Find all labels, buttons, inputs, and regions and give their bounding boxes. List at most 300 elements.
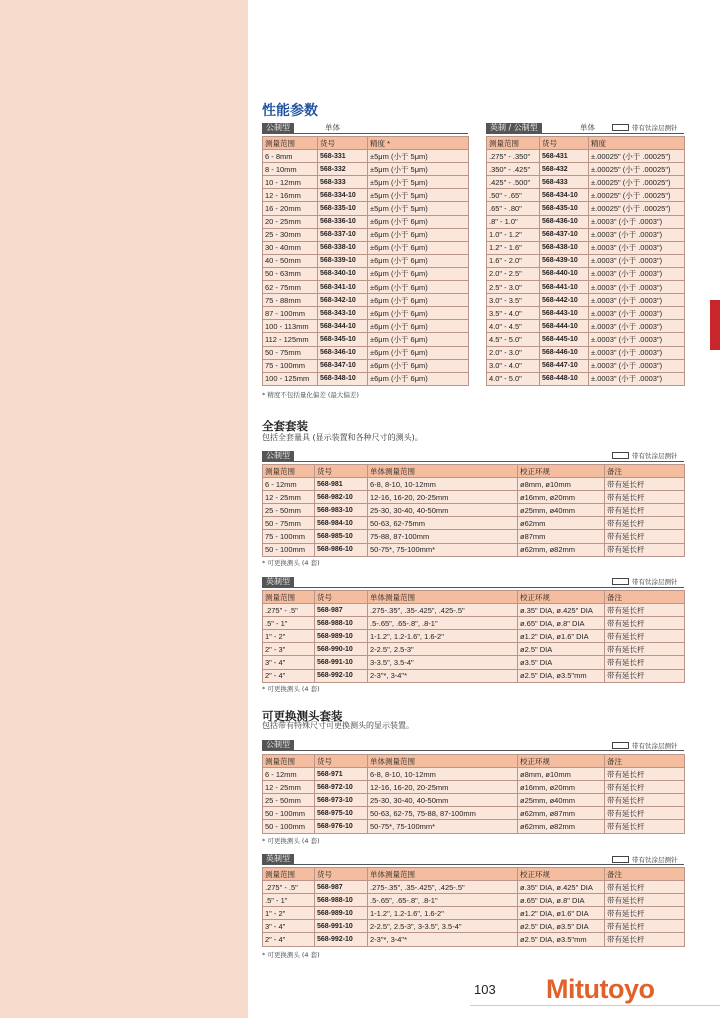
table-cell: 568-448-10	[540, 372, 589, 385]
table-cell: ±6μm (小于 6μm)	[368, 333, 469, 346]
tag-underline	[262, 133, 468, 134]
full-metric-table	[262, 464, 685, 557]
table-cell: 568-337-10	[318, 228, 368, 241]
table-cell: ø8mm, ø10mm	[518, 768, 605, 781]
table-row	[263, 294, 469, 307]
table-cell: ø16mm, ø20mm	[518, 781, 605, 794]
table-header-row	[263, 591, 685, 604]
table-cell: .275" - .5"	[263, 881, 315, 894]
table-cell: ±5μm (小于 5μm)	[368, 176, 469, 189]
column-header: 测量范围	[263, 591, 315, 604]
table-cell: 568-990-10	[315, 643, 368, 656]
table-row	[487, 281, 685, 294]
table-cell: .275-.35", .35-.425", .425-.5"	[368, 881, 518, 894]
table-cell: 568-344-10	[318, 320, 368, 333]
table-cell: ±.0003" (小于 .0003")	[589, 267, 685, 280]
table-row	[263, 669, 685, 682]
full-inch-table	[262, 590, 685, 683]
table-row	[487, 176, 685, 189]
table-cell: 2" - 4"	[263, 933, 315, 946]
table-cell: 带有延长杆	[605, 781, 685, 794]
table-cell: ø2.5" DIA, ø3.5"mm	[518, 669, 605, 682]
table-cell: 568-343-10	[318, 307, 368, 320]
table-cell: .425" - .500"	[487, 176, 540, 189]
table-cell: 50-75*, 75-100mm*	[368, 543, 518, 556]
table-cell: 2" - 3"	[263, 643, 315, 656]
table-cell: ±6μm (小于 6μm)	[368, 294, 469, 307]
table-cell: 568-444-10	[540, 320, 589, 333]
table-cell: 568-983-10	[315, 504, 368, 517]
full-inch-note: * 可更换测头 (4 套)	[262, 685, 320, 693]
table-header-row	[487, 137, 685, 150]
table-cell: 6 - 8mm	[263, 150, 318, 163]
table-cell: 50-75*, 75-100mm*	[368, 820, 518, 833]
table-cell: ø1.2" DIA, ø1.6" DIA	[518, 907, 605, 920]
table-cell: 75 - 88mm	[263, 294, 318, 307]
inch-single-label: 单体	[580, 123, 595, 132]
table-cell: ±.0003" (小于 .0003")	[589, 372, 685, 385]
table-row	[487, 163, 685, 176]
table-cell: ø.35" DIA, ø.425" DIA	[518, 881, 605, 894]
table-cell: ø8mm, ø10mm	[518, 478, 605, 491]
table-cell: 568-340-10	[318, 267, 368, 280]
table-row	[263, 656, 685, 669]
table-row	[487, 333, 685, 346]
tag-underline	[262, 587, 684, 588]
table-cell: ±.00025" (小于 .00025")	[589, 176, 685, 189]
table-cell: 2" - 4"	[263, 669, 315, 682]
table-cell: ±6μm (小于 6μm)	[368, 320, 469, 333]
table-cell: ø.65" DIA, ø.8" DIA	[518, 617, 605, 630]
table-cell: 568-992-10	[315, 933, 368, 946]
table-row	[263, 333, 469, 346]
table-cell: 带有延长杆	[605, 504, 685, 517]
spec-title: 性能参数	[262, 103, 318, 119]
table-cell: ø1.2" DIA, ø1.6" DIA	[518, 630, 605, 643]
coating-legend	[612, 577, 678, 586]
table-cell: 568-348-10	[318, 372, 368, 385]
table-cell: 568-987	[315, 881, 368, 894]
table-cell: ±.0003" (小于 .0003")	[589, 281, 685, 294]
coating-legend	[612, 855, 678, 864]
coating-legend	[612, 123, 678, 132]
table-cell: 40 - 50mm	[263, 254, 318, 267]
int-metric-table	[262, 754, 685, 834]
table-cell: 带有延长杆	[605, 768, 685, 781]
table-cell: 568-991-10	[315, 656, 368, 669]
table-row	[487, 228, 685, 241]
table-cell: 50 - 63mm	[263, 267, 318, 280]
table-cell: 12 - 25mm	[263, 781, 315, 794]
table-cell: 568-432	[540, 163, 589, 176]
column-header: 备注	[605, 868, 685, 881]
table-cell: 100 - 125mm	[263, 372, 318, 385]
table-cell: 2-2.5", 2.5-3", 3-3.5", 3.5-4"	[368, 920, 518, 933]
column-header: 货号	[315, 868, 368, 881]
table-cell: 6 - 12mm	[263, 478, 315, 491]
table-cell: ø.65" DIA, ø.8" DIA	[518, 894, 605, 907]
table-row	[263, 604, 685, 617]
table-row	[263, 281, 469, 294]
table-cell: 25 - 50mm	[263, 504, 315, 517]
spec-note: * 精度不包括量化偏差 (最大偏差)	[262, 391, 359, 399]
table-cell: ±6μm (小于 6μm)	[368, 307, 469, 320]
table-cell: 568-989-10	[315, 907, 368, 920]
interchangeable-desc: 包括带有特殊尺寸可更换测头的显示装置。	[262, 721, 414, 730]
column-header: 货号	[315, 755, 368, 768]
table-cell: ±6μm (小于 6μm)	[368, 346, 469, 359]
table-cell: 568-435-10	[540, 202, 589, 215]
table-row	[263, 933, 685, 946]
column-header: 校正环规	[518, 755, 605, 768]
table-cell: ø2.5" DIA, ø3.5" DIA	[518, 920, 605, 933]
table-cell: 带有延长杆	[605, 920, 685, 933]
table-cell: ±.00025" (小于 .00025")	[589, 202, 685, 215]
full-set-title: 全套套装	[262, 419, 308, 433]
table-row	[487, 294, 685, 307]
table-cell: ±6μm (小于 6μm)	[368, 281, 469, 294]
table-row	[263, 491, 685, 504]
section-tab-marker	[710, 300, 720, 350]
table-row	[487, 359, 685, 372]
table-cell: ±6μm (小于 6μm)	[368, 215, 469, 228]
table-cell: 带有延长杆	[605, 656, 685, 669]
column-header: 校正环规	[518, 591, 605, 604]
table-cell: 50 - 75mm	[263, 517, 315, 530]
table-cell: ±5μm (小于 5μm)	[368, 150, 469, 163]
int-inch-tag: 英制型	[262, 854, 294, 864]
table-row	[263, 189, 469, 202]
table-cell: .275" - .5"	[263, 604, 315, 617]
table-cell: ±.0003" (小于 .0003")	[589, 307, 685, 320]
table-cell: ø2.5" DIA	[518, 643, 605, 656]
table-row	[263, 346, 469, 359]
table-cell: ø2.5" DIA, ø3.5"mm	[518, 933, 605, 946]
table-row	[487, 241, 685, 254]
table-row	[263, 478, 685, 491]
table-cell: 12-16, 16-20, 20-25mm	[368, 781, 518, 794]
table-cell: .275" - .350"	[487, 150, 540, 163]
tag-underline	[262, 750, 684, 751]
table-row	[263, 517, 685, 530]
table-cell: 568-336-10	[318, 215, 368, 228]
column-header: 货号	[540, 137, 589, 150]
table-cell: .350" - .425"	[487, 163, 540, 176]
table-row	[263, 894, 685, 907]
column-header: 货号	[315, 591, 368, 604]
full-inch-tag: 英制型	[262, 577, 294, 587]
column-header: 单体测量范围	[368, 755, 518, 768]
table-cell: 568-433	[540, 176, 589, 189]
table-cell: 100 - 113mm	[263, 320, 318, 333]
table-cell: 75 - 100mm	[263, 359, 318, 372]
table-header-row	[263, 868, 685, 881]
table-row	[263, 630, 685, 643]
table-cell: ø87mm	[518, 530, 605, 543]
int-inch-note: * 可更换测头 (4 套)	[262, 951, 320, 959]
table-cell: 2-3"*, 3-4"*	[368, 933, 518, 946]
table-cell: 62 - 75mm	[263, 281, 318, 294]
table-cell: 12-16, 16-20, 20-25mm	[368, 491, 518, 504]
table-cell: ±6μm (小于 6μm)	[368, 254, 469, 267]
table-cell: 2-3"*, 3-4"*	[368, 669, 518, 682]
legend-text: 带有钛涂层测针	[632, 124, 678, 132]
table-cell: 带有延长杆	[605, 933, 685, 946]
int-metric-tag: 公制型	[262, 740, 294, 750]
interchangeable-title: 可更换测头套装	[262, 709, 343, 723]
column-header: 备注	[605, 465, 685, 478]
table-row	[263, 359, 469, 372]
table-cell: 1-1.2", 1.2-1.6", 1.6-2"	[368, 630, 518, 643]
table-cell: 1.2" - 1.6"	[487, 241, 540, 254]
table-header-row	[263, 137, 469, 150]
column-header: 测量范围	[263, 755, 315, 768]
table-cell: 50 - 100mm	[263, 807, 315, 820]
table-row	[263, 920, 685, 933]
legend-swatch	[612, 856, 629, 863]
table-row	[263, 267, 469, 280]
table-row	[263, 307, 469, 320]
table-row	[487, 254, 685, 267]
table-cell: 568-331	[318, 150, 368, 163]
table-row	[263, 504, 685, 517]
table-cell: 8 - 10mm	[263, 163, 318, 176]
table-row	[263, 202, 469, 215]
column-header: 测量范围	[263, 137, 318, 150]
full-set-desc: 包括全套量具 (显示装置和各种尺寸的测头)。	[262, 433, 423, 442]
table-cell: 568-335-10	[318, 202, 368, 215]
legend-swatch	[612, 578, 629, 585]
table-cell: 带有延长杆	[605, 907, 685, 920]
table-cell: 568-333	[318, 176, 368, 189]
table-cell: ±5μm (小于 5μm)	[368, 189, 469, 202]
table-cell: ±6μm (小于 6μm)	[368, 228, 469, 241]
column-header: 校正环规	[518, 465, 605, 478]
table-cell: 75-88, 87-100mm	[368, 530, 518, 543]
table-cell: 568-445-10	[540, 333, 589, 346]
table-cell: 568-446-10	[540, 346, 589, 359]
table-cell: ±6μm (小于 6μm)	[368, 359, 469, 372]
table-cell: ø62mm, ø82mm	[518, 820, 605, 833]
table-cell: 12 - 16mm	[263, 189, 318, 202]
column-header: 单体测量范围	[368, 465, 518, 478]
table-row	[487, 346, 685, 359]
table-cell: ±.00025" (小于 .00025")	[589, 150, 685, 163]
legend-swatch	[612, 742, 629, 749]
table-cell: .5-.65", .65-.8", .8-1"	[368, 894, 518, 907]
table-row	[263, 543, 685, 556]
column-header: 备注	[605, 591, 685, 604]
table-cell: 3.0" - 4.0"	[487, 359, 540, 372]
table-cell: ø16mm, ø20mm	[518, 491, 605, 504]
table-cell: 568-436-10	[540, 215, 589, 228]
table-row	[263, 176, 469, 189]
metric-tag: 公制型	[262, 123, 294, 133]
table-cell: 带有延长杆	[605, 669, 685, 682]
table-cell: 4.0" - 4.5"	[487, 320, 540, 333]
table-cell: ±.0003" (小于 .0003")	[589, 215, 685, 228]
table-cell: 25 - 50mm	[263, 794, 315, 807]
table-row	[263, 881, 685, 894]
table-row	[263, 907, 685, 920]
table-cell: 50 - 100mm	[263, 543, 315, 556]
column-header: 测量范围	[263, 868, 315, 881]
table-cell: ±.0003" (小于 .0003")	[589, 241, 685, 254]
table-cell: 6-8, 8-10, 10-12mm	[368, 478, 518, 491]
table-cell: .275-.35", .35-.425", .425-.5"	[368, 604, 518, 617]
table-cell: 2-2.5", 2.5-3"	[368, 643, 518, 656]
table-cell: 1" - 2"	[263, 907, 315, 920]
tag-underline	[262, 864, 684, 865]
table-cell: 25 - 30mm	[263, 228, 318, 241]
tag-underline	[486, 133, 684, 134]
table-cell: 568-339-10	[318, 254, 368, 267]
table-cell: 568-987	[315, 604, 368, 617]
table-cell: 带有延长杆	[605, 807, 685, 820]
table-cell: ø62mm	[518, 517, 605, 530]
spec-metric-table	[262, 136, 469, 386]
coating-legend	[612, 741, 678, 750]
table-cell: ±.0003" (小于 .0003")	[589, 346, 685, 359]
spec-inch-table	[486, 136, 685, 386]
side-panel	[0, 0, 248, 1018]
table-cell: ±5μm (小于 5μm)	[368, 202, 469, 215]
table-cell: 30 - 40mm	[263, 241, 318, 254]
table-row	[487, 189, 685, 202]
table-cell: 75 - 100mm	[263, 530, 315, 543]
table-cell: 3-3.5", 3.5-4"	[368, 656, 518, 669]
table-cell: ±.0003" (小于 .0003")	[589, 333, 685, 346]
table-cell: 568-431	[540, 150, 589, 163]
table-cell: ±5μm (小于 5μm)	[368, 163, 469, 176]
table-cell: .5-.65", .65-.8", .8-1"	[368, 617, 518, 630]
table-cell: ø25mm, ø40mm	[518, 504, 605, 517]
table-cell: 25-30, 30-40, 40-50mm	[368, 794, 518, 807]
legend-text: 带有钛涂层测针	[632, 742, 678, 750]
column-header: 货号	[318, 137, 368, 150]
table-cell: 2.5" - 3.0"	[487, 281, 540, 294]
table-cell: 568-334-10	[318, 189, 368, 202]
table-cell: 4.5" - 5.0"	[487, 333, 540, 346]
int-metric-note: * 可更换测头 (4 套)	[262, 837, 320, 845]
table-row	[487, 320, 685, 333]
table-cell: 568-988-10	[315, 894, 368, 907]
table-cell: 568-443-10	[540, 307, 589, 320]
table-row	[263, 150, 469, 163]
column-header: 单体测量范围	[368, 868, 518, 881]
table-row	[263, 781, 685, 794]
table-cell: 568-440-10	[540, 267, 589, 280]
table-cell: 1-1.2", 1.2-1.6", 1.6-2"	[368, 907, 518, 920]
table-row	[263, 530, 685, 543]
table-cell: 50 - 100mm	[263, 820, 315, 833]
table-row	[263, 643, 685, 656]
legend-text: 带有钛涂层测针	[632, 452, 678, 460]
table-cell: 3.5" - 4.0"	[487, 307, 540, 320]
table-cell: 568-981	[315, 478, 368, 491]
column-header: 精度	[589, 137, 685, 150]
table-cell: 3.0" - 3.5"	[487, 294, 540, 307]
table-cell: 50-63, 62-75mm	[368, 517, 518, 530]
table-cell: 1.0" - 1.2"	[487, 228, 540, 241]
legend-text: 带有钛涂层测针	[632, 856, 678, 864]
table-cell: ±.00025" (小于 .00025")	[589, 163, 685, 176]
table-row	[263, 228, 469, 241]
table-cell: 568-985-10	[315, 530, 368, 543]
table-cell: ø25mm, ø40mm	[518, 794, 605, 807]
table-row	[487, 215, 685, 228]
table-cell: 带有延长杆	[605, 820, 685, 833]
table-cell: 带有延长杆	[605, 530, 685, 543]
column-header: 精度 *	[368, 137, 469, 150]
table-cell: 带有延长杆	[605, 543, 685, 556]
table-cell: ±.0003" (小于 .0003")	[589, 254, 685, 267]
table-cell: ±.00025" (小于 .00025")	[589, 189, 685, 202]
table-cell: 112 - 125mm	[263, 333, 318, 346]
table-cell: 568-346-10	[318, 346, 368, 359]
single-label: 单体	[325, 123, 340, 132]
table-cell: .5" - 1"	[263, 894, 315, 907]
table-cell: 10 - 12mm	[263, 176, 318, 189]
table-row	[263, 768, 685, 781]
coating-legend	[612, 451, 678, 460]
table-cell: ø.35" DIA, ø.425" DIA	[518, 604, 605, 617]
table-cell: ø3.5" DIA	[518, 656, 605, 669]
table-cell: 50-63, 62-75, 75-88, 87-100mm	[368, 807, 518, 820]
page-number: 103	[474, 982, 496, 997]
table-cell: 568-991-10	[315, 920, 368, 933]
table-cell: 带有延长杆	[605, 894, 685, 907]
column-header: 货号	[315, 465, 368, 478]
table-cell: ±.0003" (小于 .0003")	[589, 320, 685, 333]
table-row	[487, 372, 685, 385]
table-cell: 带有延长杆	[605, 881, 685, 894]
table-cell: 50 - 75mm	[263, 346, 318, 359]
table-cell: 568-992-10	[315, 669, 368, 682]
table-cell: 3" - 4"	[263, 656, 315, 669]
table-row	[487, 307, 685, 320]
table-cell: 20 - 25mm	[263, 215, 318, 228]
legend-swatch	[612, 452, 629, 459]
table-cell: 6 - 12mm	[263, 768, 315, 781]
table-cell: 568-338-10	[318, 241, 368, 254]
table-cell: 568-972-10	[315, 781, 368, 794]
table-cell: 3" - 4"	[263, 920, 315, 933]
table-cell: 568-441-10	[540, 281, 589, 294]
table-cell: 1" - 2"	[263, 630, 315, 643]
column-header: 校正环规	[518, 868, 605, 881]
table-cell: 25-30, 30-40, 40-50mm	[368, 504, 518, 517]
table-row	[263, 372, 469, 385]
table-cell: 6-8, 8-10, 10-12mm	[368, 768, 518, 781]
table-row	[487, 202, 685, 215]
table-cell: 带有延长杆	[605, 604, 685, 617]
table-row	[263, 807, 685, 820]
table-cell: 568-434-10	[540, 189, 589, 202]
footer-divider	[470, 1005, 720, 1006]
table-cell: .5" - 1"	[263, 617, 315, 630]
legend-text: 带有钛涂层测针	[632, 578, 678, 586]
table-cell: 568-345-10	[318, 333, 368, 346]
table-cell: 1.6" - 2.0"	[487, 254, 540, 267]
table-cell: 带有延长杆	[605, 630, 685, 643]
table-row	[263, 215, 469, 228]
table-cell: ±.0003" (小于 .0003")	[589, 228, 685, 241]
table-cell: 带有延长杆	[605, 617, 685, 630]
table-cell: ±.0003" (小于 .0003")	[589, 294, 685, 307]
table-cell: 568-342-10	[318, 294, 368, 307]
table-cell: .65" - .80"	[487, 202, 540, 215]
